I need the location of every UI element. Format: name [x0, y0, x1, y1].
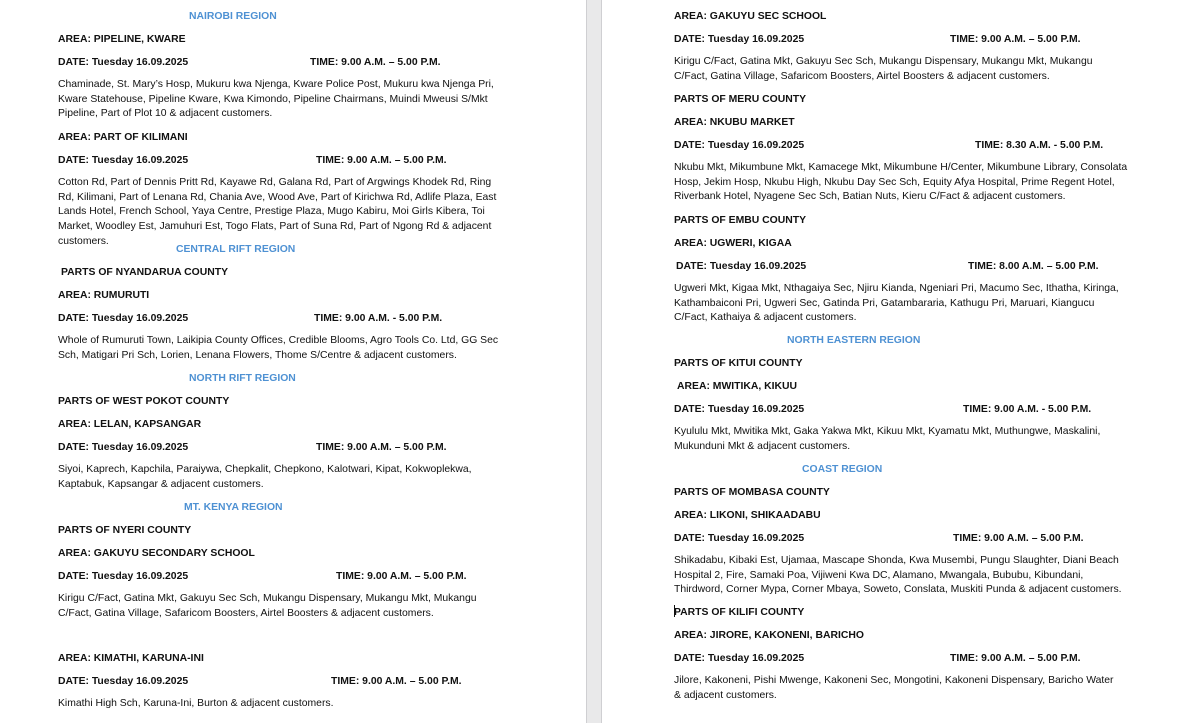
date-time-line [58, 441, 578, 454]
time-label: TIME: 9.00 A.M. - 5.00 P.M. [963, 404, 1092, 415]
date-label: DATE: Tuesday 16.09.2025 [58, 155, 189, 166]
affected-customers: Jilore, Kakoneni, Pishi Mwenge, Kakoneni Sec, Mongotini, Kakoneni Dispensary, Baricho Water & adjacent customers. [674, 675, 1114, 701]
date-label: DATE: Tuesday 16.09.2025 [674, 140, 805, 151]
region-heading-central-rift: CENTRAL RIFT REGION [176, 244, 296, 255]
time-label: TIME: 9.00 A.M. – 5.00 P.M. [336, 571, 467, 582]
area-heading: AREA: GAKUYU SEC SCHOOL [674, 11, 827, 22]
area-heading: AREA: MWITIKA, KIKUU [677, 381, 798, 392]
county-heading: PARTS OF NYERI COUNTY [58, 525, 192, 536]
county-heading: PARTS OF KITUI COUNTY [674, 358, 803, 369]
date-label: DATE: Tuesday 16.09.2025 [674, 404, 805, 415]
area-heading: AREA: KIMATHI, KARUNA-INI [58, 653, 204, 664]
area-heading: AREA: NKUBU MARKET [674, 117, 795, 128]
affected-customers: Ugweri Mkt, Kigaa Mkt, Nthagaiya Sec, Njiru Kianda, Ngeniari Pri, Macumo Sec, Ithatha, Kiringa, Kathambaiconi Pri, Ugweri Sec, Gatinda Pri, Gatambararia, Kathugu Pri, Maruari, Kiangucu C/Fact, Kathaiya & adjacent customers. [674, 283, 1119, 324]
date-label: DATE: Tuesday 16.09.2025 [674, 653, 805, 664]
date-time-line [58, 312, 578, 325]
affected-customers: Kyululu Mkt, Mwitika Mkt, Gaka Yakwa Mkt, Kikuu Mkt, Kyamatu Mkt, Muthungwe, Maskalini, Mukunduni Mkt & adjacent customers. [674, 426, 1101, 452]
region-heading-mt-kenya: MT. KENYA REGION [184, 502, 283, 513]
region-heading-coast: COAST REGION [802, 464, 883, 475]
region-heading-nairobi: NAIROBI REGION [189, 11, 277, 22]
area-heading: AREA: PIPELINE, KWARE [58, 34, 186, 45]
area-heading: AREA: GAKUYU SECONDARY SCHOOL [58, 548, 255, 559]
date-time-line [58, 570, 578, 583]
date-time-line [674, 403, 1194, 416]
date-time-line [674, 33, 1194, 46]
affected-customers: Kirigu C/Fact, Gatina Mkt, Gakuyu Sec Sch, Mukangu Dispensary, Mukangu Mkt, Mukangu C/Fact, Gatina Village, Safaricom Boosters, Airtel Boosters & adjacent customers. [674, 56, 1093, 82]
date-time-line [58, 154, 578, 167]
date-time-line [58, 675, 578, 688]
left-page [0, 0, 586, 723]
time-label: TIME: 9.00 A.M. – 5.00 P.M. [316, 442, 447, 453]
area-heading: AREA: LELAN, KAPSANGAR [58, 419, 202, 430]
county-heading: PARTS OF MERU COUNTY [674, 94, 806, 105]
date-time-line [58, 56, 578, 69]
date-label: DATE: Tuesday 16.09.2025 [674, 34, 805, 45]
time-label: TIME: 8.00 A.M. – 5.00 P.M. [968, 261, 1099, 272]
time-label: TIME: 9.00 A.M. - 5.00 P.M. [314, 313, 443, 324]
area-heading: AREA: JIRORE, KAKONENI, BARICHO [674, 630, 864, 641]
county-heading: PARTS OF EMBU COUNTY [674, 215, 806, 226]
date-label: DATE: Tuesday 16.09.2025 [676, 261, 807, 272]
region-heading-north-eastern: NORTH EASTERN REGION [787, 335, 921, 346]
date-label: DATE: Tuesday 16.09.2025 [58, 313, 189, 324]
time-label: TIME: 9.00 A.M. – 5.00 P.M. [316, 155, 447, 166]
date-time-line [674, 139, 1194, 152]
region-heading-north-rift: NORTH RIFT REGION [189, 373, 296, 384]
date-time-line [674, 532, 1194, 545]
affected-customers: Siyoi, Kaprech, Kapchila, Paraiywa, Chepkalit, Chepkono, Kalotwari, Kipat, Kokwoplekwa, Kaptabuk, Kapsangar & adjacent customers. [58, 464, 472, 490]
time-label: TIME: 9.00 A.M. – 5.00 P.M. [310, 57, 441, 68]
date-time-line [674, 652, 1194, 665]
area-heading: AREA: PART OF KILIMANI [58, 132, 188, 143]
date-label: DATE: Tuesday 16.09.2025 [58, 676, 189, 687]
county-heading: PARTS OF WEST POKOT COUNTY [58, 396, 230, 407]
time-label: TIME: 9.00 A.M. – 5.00 P.M. [950, 34, 1081, 45]
affected-customers: Kirigu C/Fact, Gatina Mkt, Gakuyu Sec Sch, Mukangu Dispensary, Mukangu Mkt, Mukangu C/Fact, Gatina Village, Safaricom Boosters, Airtel Boosters & adjacent customers. [58, 593, 477, 619]
county-heading: PARTS OF KILIFI COUNTY [674, 607, 805, 618]
affected-customers: Chaminade, St. Mary’s Hosp, Mukuru kwa Njenga, Kware Police Post, Mukuru kwa Njenga Pri, Kware Statehouse, Pipeline Kware, Kwa Kimondo, Pipeline Chairmans, Muindi Mweusi S/Mkt Pipeline, Part of Plot 10 & adjacent customers. [58, 79, 494, 120]
right-page [602, 0, 1200, 723]
area-heading: AREA: LIKONI, SHIKAADABU [674, 510, 821, 521]
affected-customers: Kimathi High Sch, Karuna-Ini, Burton & adjacent customers. [58, 698, 334, 709]
date-label: DATE: Tuesday 16.09.2025 [674, 533, 805, 544]
affected-customers: Shikadabu, Kibaki Est, Ujamaa, Mascape Shonda, Kwa Musembi, Pungu Slaughter, Diani Beach Hospital 2, Fire, Samaki Poa, Vijiweni Kwa DC, Alamano, Mwangala, Bububu, Kibundani, Thirdword, Corner Mypa, Corner Mbaya, Soweto, Conslata, Muskiti Punda & adjacent customers. [674, 555, 1122, 596]
time-label: TIME: 9.00 A.M. – 5.00 P.M. [950, 653, 1081, 664]
county-heading: PARTS OF MOMBASA COUNTY [674, 487, 830, 498]
date-label: DATE: Tuesday 16.09.2025 [58, 571, 189, 582]
time-label: TIME: 9.00 A.M. – 5.00 P.M. [953, 533, 1084, 544]
time-label: TIME: 9.00 A.M. – 5.00 P.M. [331, 676, 462, 687]
date-label: DATE: Tuesday 16.09.2025 [58, 57, 189, 68]
area-heading: AREA: RUMURUTI [58, 290, 150, 301]
affected-customers: Whole of Rumuruti Town, Laikipia County Offices, Credible Blooms, Agro Tools Co. Ltd, GG Sec Sch, Matigari Pri Sch, Lorien, Lenana Flowers, Thome S/Centre & adjacent customers. [58, 335, 499, 361]
affected-customers: Cotton Rd, Part of Dennis Pritt Rd, Kayawe Rd, Galana Rd, Part of Argwings Khodek Rd, Ring Rd, Kilimani, Part of Lenana Rd, Chania Ave, Wood Ave, Part of Kirichwa Rd, Adlife Plaza, East Lands Hotel, French School, Yaya Centre, Prestige Plaza, Mugo Kabiru, Moi Girls Kibera, Toi Market, Woodley Est, Jamuhuri Est, Togo Flats, Part of Suna Rd, Part of Ngong Rd & adjacent customers. [58, 177, 497, 247]
affected-customers: Nkubu Mkt, Mikumbune Mkt, Kamacege Mkt, Mikumbune H/Center, Mikumbune Library, Consolata Hosp, Jekim Hosp, Nkubu High, Nkubu Day Sec Sch, Equity Afya Hospital, Prime Regent Hotel, Riverbank Hotel, Nyagene Sec Sch, Batian Nuts, Kieru C/Fact & adjacent customers. [674, 162, 1128, 203]
page-gap [586, 0, 602, 723]
county-heading: PARTS OF NYANDARUA COUNTY [61, 267, 229, 278]
area-heading: AREA: UGWERI, KIGAA [674, 238, 792, 249]
date-label: DATE: Tuesday 16.09.2025 [58, 442, 189, 453]
time-label: TIME: 8.30 A.M. - 5.00 P.M. [975, 140, 1104, 151]
date-time-line [676, 260, 1196, 273]
